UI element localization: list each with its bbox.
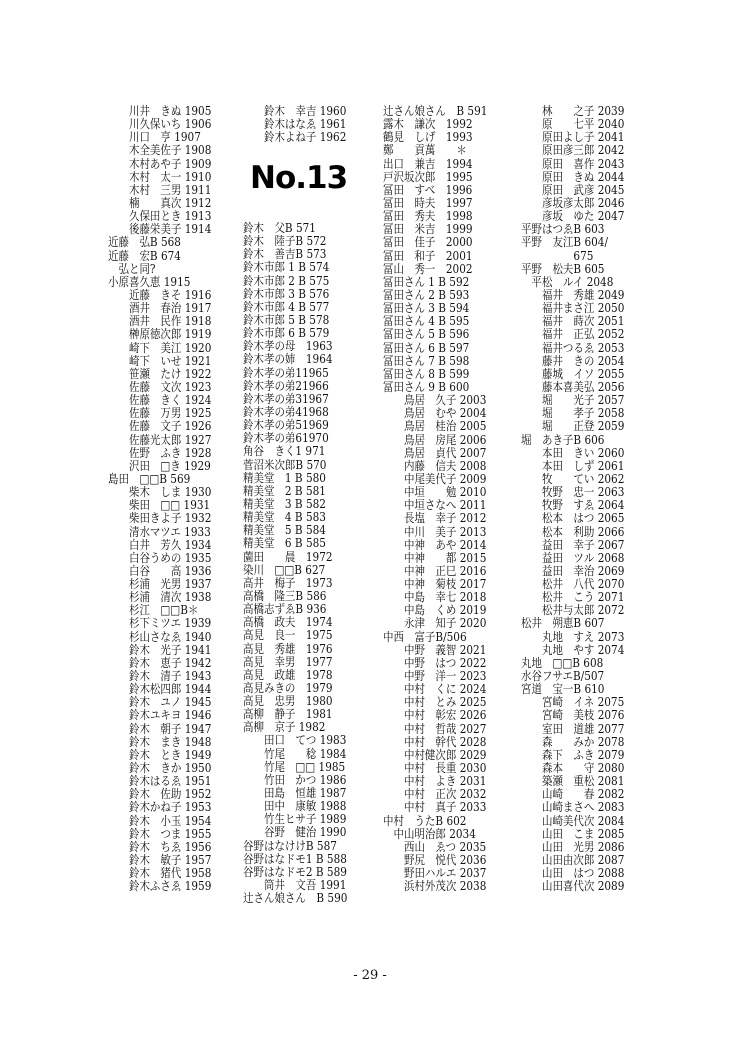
name-column-3 [383,105,487,893]
name-entry: 中島 幸七 2018 [383,590,487,605]
name-entry: 清水マツエ 1933 [108,524,211,539]
name-entry: 鈴木市郎 2 B 575 [243,273,330,288]
name-entry: 平野 松夫B 605 [521,261,605,276]
name-entry: 鈴木市郎 5 B 578 [243,312,330,327]
name-entry: 松井 八代 2070 [521,577,625,592]
name-entry: 佐藤 文子 1926 [108,419,212,434]
name-entry: 牧野 すゑ 2064 [521,498,625,513]
name-entry: 西山 ゑつ 2035 [383,839,487,854]
name-entry: 酒井 民作 1918 [108,314,212,329]
name-entry: 崎下 いせ 1921 [108,353,212,368]
name-entry: 丸地 やす 2074 [521,642,625,657]
name-entry: 佐藤 きく 1924 [108,393,212,408]
name-column-2 [243,222,347,905]
name-entry: 杉山さなゑ 1940 [108,629,212,644]
name-entry: 精美堂 4 B 583 [243,510,326,525]
page-number: - 29 - [353,968,387,983]
name-entry: 菅沼米次郎B 570 [243,457,327,472]
name-entry: 弘と同? [108,261,156,276]
name-entry: 鳥居 房尾 2006 [383,432,487,447]
name-entry: 高見みきの 1979 [243,680,333,695]
name-entry: 精美堂 2 B 581 [243,483,326,498]
name-entry: 中村 長重 2030 [383,761,487,776]
name-entry: 鈴木孝の姉 1964 [243,352,333,367]
name-entry: 中村 彰宏 2026 [383,708,487,723]
name-entry: 山田 光男 2086 [521,839,625,854]
name-entry: 露木 謙次 1992 [383,117,473,132]
name-entry: 彦坂 ゆた 2047 [521,209,625,224]
name-entry: 林 之子 2039 [521,104,625,118]
name-entry: 丸地 □□B 608 [521,655,604,670]
name-entry: 辻さん娘さん B 590 [243,891,348,906]
name-entry: 冨田さん 1 B 592 [383,274,470,289]
name-entry: 近藤 きそ 1916 [108,287,212,302]
name-entry: 笹瀬 たけ 1922 [108,366,212,381]
name-entry: 中垣 勉 2010 [383,485,487,500]
name-entry: 原田よし子 2041 [521,130,625,145]
name-entry: 鳥居 貞代 2007 [383,445,487,460]
name-entry: 冨田さん 7 B 598 [383,353,470,368]
name-entry: 佐野 ふき 1928 [108,445,212,460]
name-entry: 中村 幹代 2028 [383,734,487,749]
name-entry: 鳥居 久子 2003 [383,393,487,408]
name-entry: 谷野はなドモ1 B 588 [243,851,347,866]
name-entry: 鶴見 しげ 1993 [383,130,473,145]
name-entry: 辻さん娘さん B 591 [383,104,488,118]
name-entry: 谷野はなドモ2 B 589 [243,864,347,879]
name-entry: 木村 太一 1910 [108,169,212,184]
name-entry: 山田喜代次 2089 [521,879,625,894]
name-entry: 柴田 □□ 1931 [108,498,211,513]
name-column-4 [521,105,624,893]
name-entry: 小原喜久恵 1915 [108,274,191,289]
name-entry: 鄭 貢萬 ＊ [383,143,467,158]
name-entry: 鈴木 小玉 1954 [108,813,212,828]
name-entry: 鈴木はるゑ 1951 [108,774,212,789]
name-entry: 中村 哲哉 2027 [383,721,487,736]
name-entry: 福井 正弘 2052 [521,327,625,342]
name-entry: 鳥居 桂治 2005 [383,419,487,434]
name-entry: 松井 朔恵B 607 [521,616,605,631]
name-entry: 佐藤 文次 1923 [108,379,212,394]
name-entry: 水谷フサエB/507 [521,669,605,684]
name-entry: 白井 芳久 1934 [108,537,212,552]
name-entry: 鈴木 まき 1948 [108,734,212,749]
name-entry: 木村あや子 1909 [108,156,212,171]
name-entry: 精美堂 1 B 580 [243,470,326,485]
name-entry: 谷野はなけけB 587 [243,838,337,853]
name-entry: 中神 正巳 2016 [383,563,487,578]
name-entry: 薗田 晨 1972 [243,549,333,564]
name-entry: 中垣さなへ 2011 [383,498,487,513]
name-entry: 本田 しず 2061 [521,458,625,473]
section-heading: No.13 [250,160,348,196]
name-entry: 冨田 秀夫 1998 [383,209,473,224]
name-entry: 原田 武彦 2045 [521,182,625,197]
name-entry: 冨田さん 5 B 596 [383,327,470,342]
name-entry: 山崎 春 2082 [521,787,625,802]
name-entry: 牧 てい 2062 [521,471,625,486]
name-entry: 榊原徳次郎 1919 [108,327,212,342]
name-entry: 中島 くめ 2019 [383,603,487,618]
name-entry: 森 みか 2078 [521,734,625,749]
name-entry: 松井与太郎 2072 [521,603,625,618]
name-entry: 鈴木孝の弟61970 [243,431,329,446]
name-entry: 原田 きぬ 2044 [521,169,625,184]
name-entry: 竹生ヒサ子 1989 [243,812,347,827]
name-entry: 松本 利助 2066 [521,524,625,539]
name-entry: 鈴木市郎 1 B 574 [243,260,330,275]
name-entry: 楠 真次 1912 [108,195,212,210]
name-entry: 柴田きよ子 1932 [108,511,212,526]
name-entry: 永津 知子 2020 [383,616,487,631]
name-entry: 益田 幸子 2067 [521,537,625,552]
name-entry: 鈴木市郎 6 B 579 [243,326,330,341]
name-entry: 平松 ルイ 2048 [521,274,614,289]
name-entry: 鈴木 つま 1955 [108,826,212,841]
name-entry: 中野 義智 2021 [383,642,487,657]
name-entry: 鈴木孝の弟41968 [243,404,329,419]
name-entry: 近藤 宏B 674 [108,248,181,263]
name-entry: 高橋 隆三B 586 [243,588,327,603]
name-entry: 鈴木 佐助 1952 [108,787,212,802]
name-entry: 山田由次郎 2087 [521,853,625,868]
name-entry: 平野はつゑB 603 [521,222,605,237]
name-entry: 杉浦 光男 1937 [108,577,212,592]
name-entry: 中村 正次 2032 [383,787,487,802]
name-entry: 松井 こう 2071 [521,590,625,605]
name-entry: 森下 ふき 2079 [521,747,625,762]
name-entry: 近藤 弘B 568 [108,235,181,250]
name-entry: 冨田さん 4 B 595 [383,314,470,329]
name-entry: 精美堂 3 B 582 [243,496,326,511]
name-entry: 高見 秀雄 1976 [243,641,333,656]
name-entry: 鈴木孝の母 1963 [243,339,333,354]
name-entry: 牧野 忠一 2063 [521,485,625,500]
name-entry: 原田 喜作 2043 [521,156,625,171]
name-entry: 竹尾 □□ 1985 [243,759,346,774]
name-entry: 中村 よき 2031 [383,774,487,789]
name-entry: 鈴木孝の弟31967 [243,391,329,406]
name-entry: 白谷 高 1936 [108,563,212,578]
name-entry: 中西 富子B/506 [383,629,467,644]
name-entry: 平野 友江B 604/ [521,235,608,250]
name-entry: 福井つるゑ 2053 [521,340,625,355]
name-entry: 精美堂 5 B 584 [243,523,326,538]
name-entry: 高橋志ずゑB 936 [243,602,327,617]
name-entry: 鈴木 陸子B 572 [243,234,327,249]
name-entry: 高橋 政夫 1974 [243,615,333,630]
name-entry: 堀 正登 2059 [521,419,625,434]
name-entry: 崎下 美江 1920 [108,340,212,355]
name-entry: 戸沢坂次郎 1995 [383,169,473,184]
name-entry: 堀 あき子B 606 [521,432,605,447]
name-entry: 藤本喜美弘 2056 [521,379,625,394]
name-entry: 川口 亨 1907 [108,130,201,145]
name-entry: 森本 守 2080 [521,761,625,776]
name-entry: 彦坂彦太郎 2046 [521,195,625,210]
name-entry: 中尾美代子 2009 [383,471,487,486]
name-entry: 鈴木 清子 1943 [108,669,212,684]
name-entry: 冨田 米吉 1999 [383,222,473,237]
name-entry: 山崎美代次 2084 [521,813,625,828]
name-entry: 鈴木 ちゑ 1956 [108,839,212,854]
name-entry: 高見 幸男 1977 [243,654,333,669]
name-entry: 福井 蒔次 2051 [521,314,625,329]
name-entry: 鈴木 善吉B 573 [243,247,327,262]
name-entry: 福井まさ江 2050 [521,301,625,316]
name-entry: 冨田さん 3 B 594 [383,301,470,316]
name-entry: 山崎まさへ 2083 [521,800,625,815]
name-entry: 鈴木 ユノ 1945 [108,695,212,710]
name-entry: 高見 忠男 1980 [243,694,333,709]
name-entry: 鈴木 朝子 1947 [108,721,212,736]
name-entry: 室田 道雄 2077 [521,721,625,736]
name-entry: 高柳 静子 1981 [243,707,333,722]
name-entry: 筒井 文吾 1991 [243,878,347,893]
name-column-2-top [243,105,346,144]
name-entry: 鈴木 恵子 1942 [108,655,212,670]
name-entry: 竹尾 稔 1984 [243,746,347,761]
name-entry: 冨田さん 2 B 593 [383,287,470,302]
name-entry: 山田 こま 2085 [521,826,625,841]
name-entry: 佐藤 万男 1925 [108,406,212,421]
name-entry: 冨田 佳子 2000 [383,235,473,250]
name-entry: 益田 幸治 2069 [521,563,625,578]
name-entry: 宮道 宝一B 610 [521,682,605,697]
name-entry: 白谷うめの 1935 [108,550,212,565]
name-entry: 杉下ミツエ 1939 [108,616,212,631]
name-entry: 野田ハルエ 2037 [383,866,487,881]
name-entry: 鈴木よね子 1962 [243,130,347,145]
name-entry: 鈴木市郎 3 B 576 [243,286,330,301]
name-entry: 鈴木 光子 1941 [108,642,212,657]
name-entry: 鈴木 幸吉 1960 [243,104,347,118]
name-entry: 宮崎 美枝 2076 [521,708,625,723]
name-entry: 久保田とき 1913 [108,209,212,224]
name-entry: 冨田さん 8 B 599 [383,366,470,381]
name-entry: 築瀬 重松 2081 [521,774,625,789]
name-entry: 内藤 信夫 2008 [383,458,487,473]
name-entry: 精美堂 6 B 585 [243,536,326,551]
name-entry: 675 [521,248,594,263]
name-entry: 益田 ツル 2068 [521,550,625,565]
name-entry: 島田 □□B 569 [108,471,191,486]
name-entry: 堀 光子 2057 [521,393,625,408]
name-entry: 藤城 イソ 2055 [521,366,625,381]
name-entry: 鈴木 父B 571 [243,221,316,235]
name-entry: 鈴木 敏子 1957 [108,853,212,868]
name-entry: 原田彦三郎 2042 [521,143,625,158]
name-entry: 鈴木孝の弟51969 [243,418,329,433]
name-entry: 冨山 秀一 2002 [383,261,473,276]
name-entry: 中村健次郎 2029 [383,747,487,762]
name-entry: 中神 都 2015 [383,550,487,565]
name-entry: 原 七平 2040 [521,117,625,132]
name-entry: 中神 菊枝 2017 [383,577,487,592]
name-entry: 川井 きぬ 1905 [108,104,212,118]
name-entry: 酒井 春治 1917 [108,301,212,316]
name-entry: 長塩 幸子 2012 [383,511,487,526]
name-entry: 中川 美子 2013 [383,524,487,539]
name-entry: 鈴木ふさゑ 1959 [108,879,212,894]
name-entry: 高井 梅子 1973 [243,575,333,590]
name-entry: 高柳 京子 1982 [243,720,326,735]
name-entry: 中村 うたB 602 [383,813,467,828]
name-entry: 松本 はつ 2065 [521,511,625,526]
name-entry: 中野 洋一 2023 [383,669,487,684]
name-entry: 中村 くに 2024 [383,682,487,697]
name-entry: 佐藤光太郎 1927 [108,432,212,447]
name-entry: 出口 兼吉 1994 [383,156,473,171]
name-entry: 藤井 きの 2054 [521,353,625,368]
name-entry: 角谷 きく1 971 [243,444,326,459]
name-entry: 中山明治郎 2034 [383,826,476,841]
name-entry: 木全美佐子 1908 [108,143,212,158]
name-entry: 高見 政雄 1978 [243,667,333,682]
name-entry: 高見 良一 1975 [243,628,333,643]
name-entry: 浜村外茂次 2038 [383,879,487,894]
name-entry: 竹田 かつ 1986 [243,772,347,787]
name-entry: 鈴木市郎 4 B 577 [243,299,330,314]
name-entry: 冨田さん 6 B 597 [383,340,470,355]
name-entry: 野尻 悦代 2036 [383,853,487,868]
name-entry: 中野 はつ 2022 [383,655,487,670]
name-entry: 谷野 健治 1990 [243,825,347,840]
name-entry: 中村 とみ 2025 [383,695,487,710]
name-entry: 沢田 □き 1929 [108,458,211,473]
name-entry: 鈴木 猪代 1958 [108,866,212,881]
name-entry: 冨田 和子 2001 [383,248,473,263]
name-entry: 鈴木ユキヨ 1946 [108,708,212,723]
name-entry: 杉江 □□B＊ [108,603,199,618]
name-entry: 鈴木 きか 1950 [108,761,212,776]
name-entry: 鈴木かね子 1953 [108,800,212,815]
name-entry: 川久保いち 1906 [108,117,212,132]
name-entry: 堀 孝子 2058 [521,406,625,421]
name-entry: 鈴木はなゑ 1961 [243,117,347,132]
name-entry: 中神 あや 2014 [383,537,487,552]
name-entry: 鈴木松四郎 1944 [108,682,212,697]
name-entry: 鈴木 とき 1949 [108,747,212,762]
name-entry: 染川 □□B 627 [243,562,326,577]
name-entry: 後藤栄美子 1914 [108,222,212,237]
name-entry: 田口 てつ 1983 [243,733,347,748]
name-entry: 田中 康敏 1988 [243,799,347,814]
name-column-1 [108,105,211,893]
name-entry: 鈴木孝の弟21966 [243,378,329,393]
name-entry: 杉浦 清次 1938 [108,590,212,605]
name-entry: 鈴木孝の弟11965 [243,365,329,380]
name-entry: 本田 きい 2060 [521,445,625,460]
name-entry: 鳥居 むや 2004 [383,406,487,421]
name-entry: 冨田 すべ 1996 [383,182,473,197]
name-entry: 山田 はつ 2088 [521,866,625,881]
name-entry: 宮崎 イネ 2075 [521,695,625,710]
name-entry: 中村 真子 2033 [383,800,487,815]
name-entry: 木村 三男 1911 [108,182,212,197]
name-entry: 田島 恒雄 1987 [243,786,347,801]
name-entry: 丸地 すえ 2073 [521,629,625,644]
name-entry: 柴木 しま 1930 [108,485,212,500]
name-entry: 福井 秀雄 2049 [521,287,625,302]
name-entry: 冨田さん 9 B 600 [383,379,470,394]
name-entry: 冨田 時夫 1997 [383,195,473,210]
